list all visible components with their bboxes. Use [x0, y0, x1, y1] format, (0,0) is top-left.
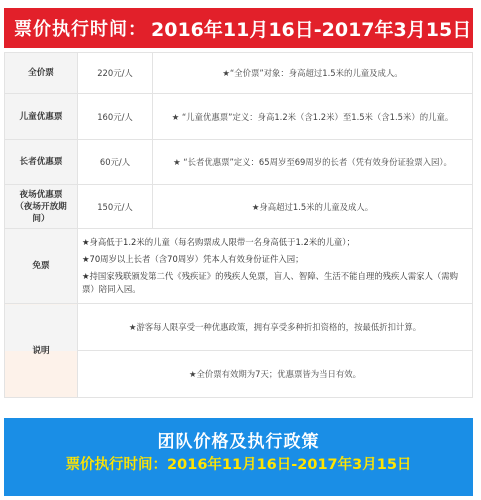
table-row — [5, 53, 473, 94]
free-ticket-details — [78, 229, 473, 304]
price-cell: 160元/人 — [78, 94, 153, 140]
price-cell: 60元/人 — [78, 140, 153, 185]
category-cell: 全价票 — [5, 53, 78, 94]
description-cell: ★ “长者优惠票”定义：65周岁至69周岁的长者（凭有效身份证验票入园）。 — [153, 140, 473, 185]
free-ticket-item: ★持国家残联颁发第二代《残疾证》的残疾人免票，盲人、智障、生活不能自理的残疾人需家人（需购票）陪同入园。 — [82, 271, 459, 294]
table-row — [5, 304, 473, 351]
category-line: 夜场优惠票 — [19, 189, 63, 200]
free-ticket-item: ★70周岁以上长者（含70周岁）凭本人有效身份证件入园； — [82, 254, 304, 264]
description-cell: ★身高超过1.5米的儿童及成人。 — [153, 185, 473, 229]
description-cell: ★ “儿童优惠票”定义：身高1.2米（含1.2米）至1.5米（含1.5米）的儿童。 — [153, 94, 473, 140]
category-cell: 长者优惠票 — [5, 140, 78, 185]
bottom-banner-title: 团队价格及执行政策 — [157, 432, 320, 452]
price-cell: 220元/人 — [78, 53, 153, 94]
table-row — [5, 140, 473, 185]
bottom-banner-subtitle: 票价执行时间：2016年11月16日-2017年3月15日 — [65, 457, 412, 473]
category-line: （夜场开放期间） — [15, 201, 67, 224]
table-row — [5, 229, 473, 304]
top-banner-dates: 2016年11月16日-2017年3月15日 — [151, 18, 472, 41]
table-row — [5, 185, 473, 229]
category-cell: 免票 — [5, 229, 78, 304]
category-cell: 说明 — [5, 304, 78, 398]
top-banner-label: 票价执行时间： — [14, 19, 147, 40]
description-cell: ★“全价票”对象：身高超过1.5米的儿童及成人。 — [153, 53, 473, 94]
bottom-banner — [4, 418, 473, 496]
top-banner — [4, 8, 473, 48]
category-cell: 儿童优惠票 — [5, 94, 78, 140]
price-cell: 150元/人 — [78, 185, 153, 229]
free-ticket-item: ★身高低于1.2米的儿童（每名购票成人限带一名身高低于1.2米的儿童）； — [82, 237, 355, 247]
pricing-table — [4, 52, 473, 398]
note-item: ★全价票有效期为7天；优惠票皆为当日有效。 — [78, 351, 473, 398]
note-item: ★游客每人限享受一种优惠政策，拥有享受多种折扣资格的，按最低折扣计算。 — [78, 304, 473, 351]
category-cell — [5, 185, 78, 229]
table-row — [5, 94, 473, 140]
